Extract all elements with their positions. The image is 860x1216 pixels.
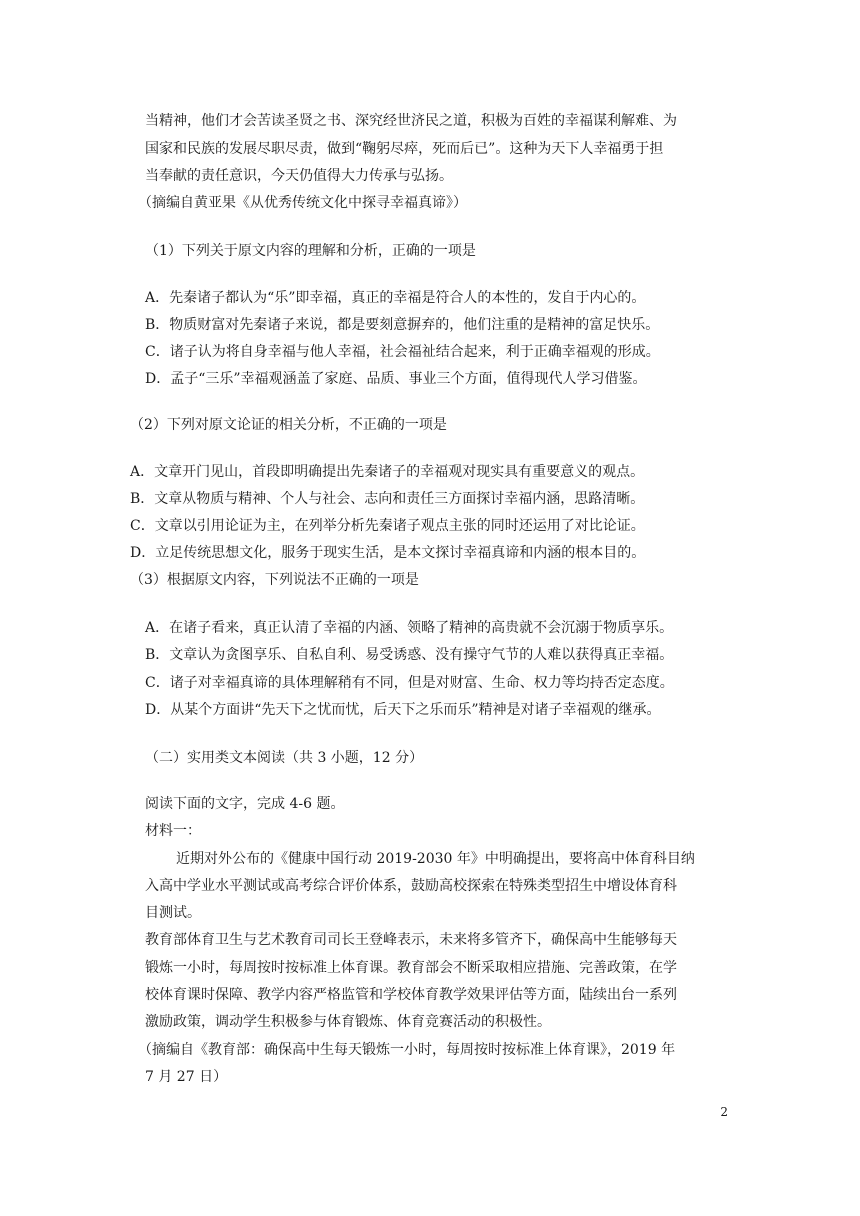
question-option: D．孟子“三乐”幸福观涵盖了家庭、品质、事业三个方面，值得现代人学习借鉴。 [145, 371, 647, 387]
question-stem: （3）根据原文内容，下列说法不正确的一项是 [130, 572, 419, 588]
question-stem: （2）下列对原文论证的相关分析，不正确的一项是 [130, 417, 447, 433]
material-label: 材料一： [145, 823, 201, 839]
material-line: 校体育课时保障、教学内容严格监管和学校体育教学效果评估等方面，陆续出台一系列 [145, 987, 677, 1003]
question-option: A．文章开门见山，首段即明确提出先秦诸子的幸福观对现实具有重要意义的观点。 [130, 464, 645, 480]
instruction: 阅读下面的文字，完成 4-6 题。 [145, 796, 345, 812]
question-option: C．诸子认为将自身幸福与他人幸福，社会福祉结合起来，利于正确幸福观的形成。 [145, 344, 660, 360]
material-line: 激励政策，调动学生积极参与体育锻炼、体育竞赛活动的积极性。 [145, 1014, 551, 1030]
question-stem: （1）下列关于原文内容的理解和分析，正确的一项是 [145, 243, 476, 259]
question-option: B．物质财富对先秦诸子来说，都是要刻意摒弃的，他们注重的是精神的富足快乐。 [145, 317, 660, 333]
question-option: B．文章认为贪图享乐、自私自利、易受诱惑、没有操守气节的人难以获得真正幸福。 [145, 647, 674, 663]
source-note: 7 月 27 日） [145, 1069, 228, 1085]
page-number: 2 [720, 1105, 728, 1119]
source-note: （摘编自《教育部：确保高中生每天锻炼一小时，每周按时按标准上体育课》，2019 年 [138, 1042, 676, 1058]
material-line: 锻炼一小时，每周按时按标准上体育课。教育部会不断采取相应措施、完善政策，在学 [145, 960, 677, 976]
question-option: A．在诸子看来，真正认清了幸福的内涵、领略了精神的高贵就不会沉溺于物质享乐。 [145, 620, 674, 636]
material-line: 近期对外公布的《健康中国行动 2019-2030 年》中明确提出，要将高中体育科目纳 [176, 851, 695, 867]
material-line: 目测试。 [145, 905, 201, 921]
question-option: B．文章从物质与精神、个人与社会、志向和责任三方面探讨幸福内涵，思路清晰。 [130, 491, 645, 507]
question-option: D．从某个方面讲“先天下之忧而忧，后天下之乐而乐”精神是对诸子幸福观的继承。 [145, 702, 661, 718]
intro-line: 当精神，他们才会苦读圣贤之书、深究经世济民之道，积极为百姓的幸福谋利解难、为 [145, 113, 677, 129]
question-option: D．立足传统思想文化，服务于现实生活，是本文探讨幸福真谛和内涵的根本目的。 [130, 545, 646, 561]
source-note: （摘编自黄亚果《从优秀传统文化中探寻幸福真谛》） [138, 195, 467, 211]
material-line: 教育部体育卫生与艺术教育司司长王登峰表示，未来将多管齐下，确保高中生能够每天 [145, 932, 677, 948]
section-heading: （二）实用类文本阅读（共 3 小题，12 分） [145, 750, 424, 766]
material-line: 入高中学业水平测试或高考综合评价体系，鼓励高校探索在特殊类型招生中增设体育科 [145, 878, 677, 894]
question-option: C．文章以引用论证为主，在列举分析先秦诸子观点主张的同时还运用了对比论证。 [130, 518, 645, 534]
intro-line: 国家和民族的发展尽职尽责，做到“鞠躬尽瘁，死而后已”。这种为天下人幸福勇于担 [145, 141, 664, 157]
intro-line: 当奉献的责任意识，今天仍值得大力传承与弘扬。 [145, 168, 453, 184]
question-option: C．诸子对幸福真谛的具体理解稍有不同，但是对财富、生命、权力等均持否定态度。 [145, 675, 674, 691]
question-option: A．先秦诸子都认为“乐”即幸福，真正的幸福是符合人的本性的，发自于内心的。 [145, 290, 646, 306]
